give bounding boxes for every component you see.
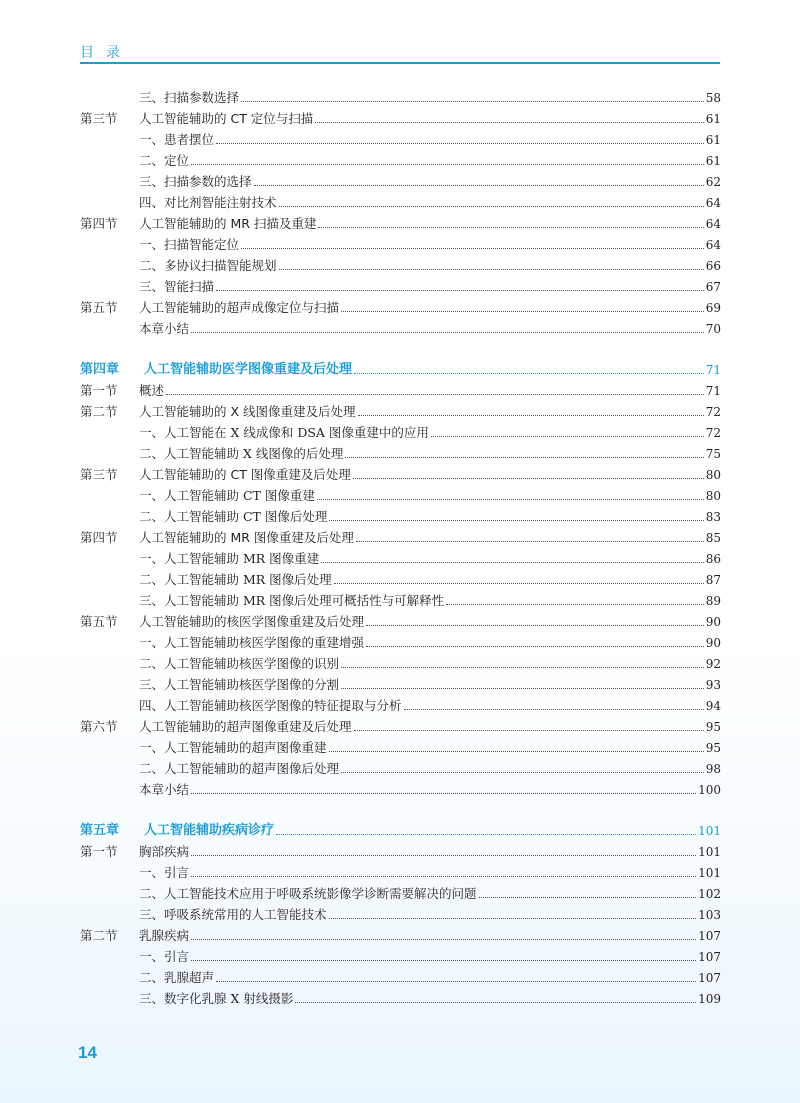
toc-entry-page: 92 <box>705 657 721 671</box>
dot-leader <box>216 981 696 982</box>
toc-entry-prefix: 第五章 <box>80 823 120 838</box>
toc-entry-page: 69 <box>705 301 721 315</box>
dot-leader <box>191 876 696 877</box>
toc-entry-prefix: 第一节 <box>80 844 118 859</box>
toc-entry-page: 102 <box>698 887 721 901</box>
toc-entry-title: 人工智能辅助医学图像重建及后处理 <box>144 362 353 377</box>
toc-entry-section[interactable] <box>80 294 721 315</box>
toc-entry-page: 107 <box>698 929 721 943</box>
dot-leader <box>216 143 704 144</box>
toc-entry-page: 80 <box>705 468 721 482</box>
dot-leader <box>341 311 704 312</box>
toc-entry-sub[interactable] <box>80 84 721 105</box>
toc-entry-page: 90 <box>705 636 721 650</box>
dot-leader <box>446 604 704 605</box>
toc-entry-title: 一、引言 <box>139 865 190 880</box>
toc-entry-title: 概述 <box>139 383 165 398</box>
toc-entry-page: 98 <box>705 762 721 776</box>
toc-entry-prefix: 第二节 <box>80 928 118 943</box>
dot-leader <box>317 499 704 500</box>
toc-entry-page: 66 <box>705 259 721 273</box>
toc-entry-prefix: 第六节 <box>80 719 118 734</box>
toc-entry-title: 三、人工智能辅助 MR 图像后处理可概括性与可解释性 <box>139 593 445 608</box>
toc-entry-page: 64 <box>705 196 721 210</box>
toc-entry-sub[interactable] <box>80 650 721 671</box>
toc-entry-sub[interactable] <box>80 587 721 608</box>
toc-entry-page: 109 <box>698 992 721 1006</box>
toc-entry-sub[interactable] <box>80 503 721 524</box>
toc-entry-title: 二、乳腺超声 <box>139 970 215 985</box>
dot-leader <box>241 101 704 102</box>
toc-entry-page: 61 <box>705 112 721 126</box>
table-of-contents <box>80 84 721 1006</box>
dot-leader <box>216 290 704 291</box>
dot-leader <box>191 855 696 856</box>
dot-leader <box>479 897 697 898</box>
toc-entry-title: 一、人工智能辅助核医学图像的重建增强 <box>139 635 365 650</box>
dot-leader <box>279 206 704 207</box>
toc-entry-title: 二、人工智能辅助 MR 图像后处理 <box>139 572 332 587</box>
toc-entry-sub[interactable] <box>80 482 721 503</box>
toc-entry-title: 人工智能辅助的 CT 图像重建及后处理 <box>139 467 351 482</box>
toc-entry-sub[interactable] <box>80 901 721 922</box>
toc-entry-page: 101 <box>698 845 721 859</box>
toc-entry-page: 103 <box>698 908 721 922</box>
dot-leader <box>166 394 704 395</box>
toc-entry-page: 89 <box>705 594 721 608</box>
toc-entry-page: 70 <box>705 322 721 336</box>
toc-entry-section[interactable] <box>80 922 721 943</box>
toc-entry-title: 一、患者摆位 <box>139 132 215 147</box>
toc-entry-title: 一、引言 <box>139 949 190 964</box>
toc-entry-sub[interactable] <box>80 692 721 713</box>
dot-leader <box>341 772 704 773</box>
toc-entry-section[interactable] <box>80 524 721 545</box>
dot-leader <box>431 436 704 437</box>
toc-entry-title: 一、人工智能在 X 线成像和 DSA 图像重建中的应用 <box>139 425 429 440</box>
toc-entry-page: 61 <box>705 133 721 147</box>
dot-leader <box>321 562 704 563</box>
toc-entry-page: 67 <box>705 280 721 294</box>
toc-entry-sub[interactable] <box>80 629 721 650</box>
toc-entry-title: 四、人工智能辅助核医学图像的特征提取与分析 <box>139 698 402 713</box>
toc-entry-sub[interactable] <box>80 566 721 587</box>
toc-entry-title: 一、人工智能辅助 MR 图像重建 <box>139 551 320 566</box>
toc-entry-title: 二、人工智能技术应用于呼吸系统影像学诊断需要解决的问题 <box>139 886 477 901</box>
toc-entry-sub[interactable] <box>80 252 721 273</box>
dot-leader <box>404 709 704 710</box>
toc-entry-sub[interactable] <box>80 943 721 964</box>
toc-entry-section[interactable] <box>80 315 721 336</box>
toc-entry-prefix: 第五节 <box>80 614 118 629</box>
toc-entry-title: 乳腺疾病 <box>139 928 190 943</box>
toc-entry-title: 人工智能辅助的 MR 图像重建及后处理 <box>139 530 354 545</box>
toc-entry-title: 二、人工智能辅助 X 线图像的后处理 <box>139 446 344 461</box>
toc-entry-page: 101 <box>698 824 721 838</box>
toc-entry-sub[interactable] <box>80 126 721 147</box>
toc-entry-title: 人工智能辅助的超声成像定位与扫描 <box>139 300 340 315</box>
toc-entry-sub[interactable] <box>80 231 721 252</box>
dot-leader <box>329 918 697 919</box>
dot-leader <box>354 373 704 374</box>
toc-entry-prefix: 第三节 <box>80 111 118 126</box>
toc-entry-title: 一、人工智能辅助的超声图像重建 <box>139 740 327 755</box>
toc-entry-section[interactable] <box>80 838 721 859</box>
header-rule <box>80 62 720 64</box>
dot-leader <box>191 164 704 165</box>
toc-entry-section[interactable] <box>80 461 721 482</box>
toc-entry-section[interactable] <box>80 105 721 126</box>
toc-entry-page: 94 <box>705 699 721 713</box>
toc-entry-title: 本章小结 <box>139 321 190 336</box>
dot-leader <box>254 185 704 186</box>
toc-entry-sub[interactable] <box>80 189 721 210</box>
toc-entry-sub[interactable] <box>80 985 721 1006</box>
dot-leader <box>318 227 703 228</box>
toc-entry-sub[interactable] <box>80 147 721 168</box>
toc-entry-title: 三、数字化乳腺 X 射线摄影 <box>139 991 294 1006</box>
toc-entry-page: 95 <box>705 741 721 755</box>
toc-entry-sub[interactable] <box>80 671 721 692</box>
toc-entry-section[interactable] <box>80 713 721 734</box>
toc-entry-title: 人工智能辅助疾病诊疗 <box>144 823 275 838</box>
toc-entry-title: 人工智能辅助的超声图像重建及后处理 <box>139 719 352 734</box>
dot-leader <box>191 793 696 794</box>
toc-entry-page: 71 <box>705 384 721 398</box>
toc-entry-page: 64 <box>705 217 721 231</box>
dot-leader <box>191 960 696 961</box>
toc-entry-title: 二、多协议扫描智能规划 <box>139 258 277 273</box>
toc-entry-title: 人工智能辅助的核医学图像重建及后处理 <box>139 614 365 629</box>
dot-leader <box>345 457 703 458</box>
toc-entry-page: 100 <box>698 783 721 797</box>
toc-entry-sub[interactable] <box>80 545 721 566</box>
toc-entry-section[interactable] <box>80 210 721 231</box>
toc-entry-prefix: 第一节 <box>80 383 118 398</box>
toc-entry-title: 人工智能辅助的 MR 扫描及重建 <box>139 216 317 231</box>
toc-entry-title: 胸部疾病 <box>139 844 190 859</box>
toc-entry-prefix: 第四章 <box>80 362 120 377</box>
toc-entry-title: 人工智能辅助的 X 线图像重建及后处理 <box>139 404 356 419</box>
dot-leader <box>241 248 704 249</box>
toc-entry-sub[interactable] <box>80 859 721 880</box>
toc-entry-title: 二、人工智能辅助核医学图像的识别 <box>139 656 340 671</box>
toc-entry-title: 三、人工智能辅助核医学图像的分割 <box>139 677 340 692</box>
dot-leader <box>279 269 704 270</box>
toc-entry-page: 64 <box>705 238 721 252</box>
toc-entry-prefix: 第二节 <box>80 404 118 419</box>
toc-entry-title: 三、扫描参数的选择 <box>139 174 252 189</box>
toc-entry-title: 二、人工智能辅助的超声图像后处理 <box>139 761 340 776</box>
dot-leader <box>334 583 704 584</box>
dot-leader <box>366 625 704 626</box>
toc-entry-page: 61 <box>705 154 721 168</box>
toc-entry-title: 一、扫描智能定位 <box>139 237 240 252</box>
toc-entry-page: 58 <box>705 91 721 105</box>
dot-leader <box>315 122 703 123</box>
dot-leader <box>191 332 704 333</box>
toc-entry-section[interactable] <box>80 776 721 797</box>
toc-entry-page: 80 <box>705 489 721 503</box>
toc-entry-section[interactable] <box>80 377 721 398</box>
dot-leader <box>341 688 704 689</box>
toc-entry-sub[interactable] <box>80 964 721 985</box>
dot-leader <box>354 730 704 731</box>
toc-entry-page: 62 <box>705 175 721 189</box>
toc-entry-chapter[interactable] <box>80 817 721 838</box>
dot-leader <box>329 751 704 752</box>
toc-entry-page: 71 <box>705 363 721 377</box>
toc-entry-title: 三、扫描参数选择 <box>139 90 240 105</box>
dot-leader <box>358 415 704 416</box>
toc-entry-page: 83 <box>705 510 721 524</box>
toc-entry-page: 95 <box>705 720 721 734</box>
group-gap <box>80 336 721 356</box>
toc-entry-prefix: 第三节 <box>80 467 118 482</box>
toc-entry-sub[interactable] <box>80 273 721 294</box>
toc-entry-page: 101 <box>698 866 721 880</box>
toc-entry-sub[interactable] <box>80 440 721 461</box>
toc-entry-page: 75 <box>705 447 721 461</box>
toc-entry-title: 三、呼吸系统常用的人工智能技术 <box>139 907 327 922</box>
toc-entry-sub[interactable] <box>80 880 721 901</box>
toc-entry-sub[interactable] <box>80 419 721 440</box>
toc-entry-prefix: 第五节 <box>80 300 118 315</box>
toc-entry-title: 四、对比剂智能注射技术 <box>139 195 277 210</box>
toc-entry-page: 85 <box>705 531 721 545</box>
toc-entry-prefix: 第四节 <box>80 530 118 545</box>
page-number: 14 <box>78 1043 97 1062</box>
toc-entry-page: 107 <box>698 971 721 985</box>
toc-entry-page: 72 <box>705 405 721 419</box>
dot-leader <box>191 939 696 940</box>
dot-leader <box>356 541 704 542</box>
toc-entry-page: 93 <box>705 678 721 692</box>
toc-entry-title: 二、定位 <box>139 153 190 168</box>
dot-leader <box>329 520 703 521</box>
toc-entry-sub[interactable] <box>80 168 721 189</box>
toc-entry-page: 72 <box>705 426 721 440</box>
dot-leader <box>341 667 704 668</box>
toc-entry-chapter[interactable] <box>80 356 721 377</box>
toc-entry-page: 86 <box>705 552 721 566</box>
toc-entry-page: 87 <box>705 573 721 587</box>
dot-leader <box>295 1002 696 1003</box>
toc-entry-title: 三、智能扫描 <box>139 279 215 294</box>
toc-entry-page: 107 <box>698 950 721 964</box>
toc-entry-prefix: 第四节 <box>80 216 118 231</box>
dot-leader <box>276 834 696 835</box>
toc-entry-title: 人工智能辅助的 CT 定位与扫描 <box>139 111 314 126</box>
dot-leader <box>366 646 704 647</box>
toc-entry-section[interactable] <box>80 398 721 419</box>
toc-entry-title: 一、人工智能辅助 CT 图像重建 <box>139 488 315 503</box>
toc-entry-title: 二、人工智能辅助 CT 图像后处理 <box>139 509 328 524</box>
toc-entry-page: 90 <box>705 615 721 629</box>
running-header-title: 目录 <box>80 45 132 61</box>
dot-leader <box>353 478 704 479</box>
toc-entry-sub[interactable] <box>80 755 721 776</box>
group-gap <box>80 797 721 817</box>
toc-entry-section[interactable] <box>80 608 721 629</box>
toc-entry-title: 本章小结 <box>139 782 190 797</box>
toc-entry-sub[interactable] <box>80 734 721 755</box>
